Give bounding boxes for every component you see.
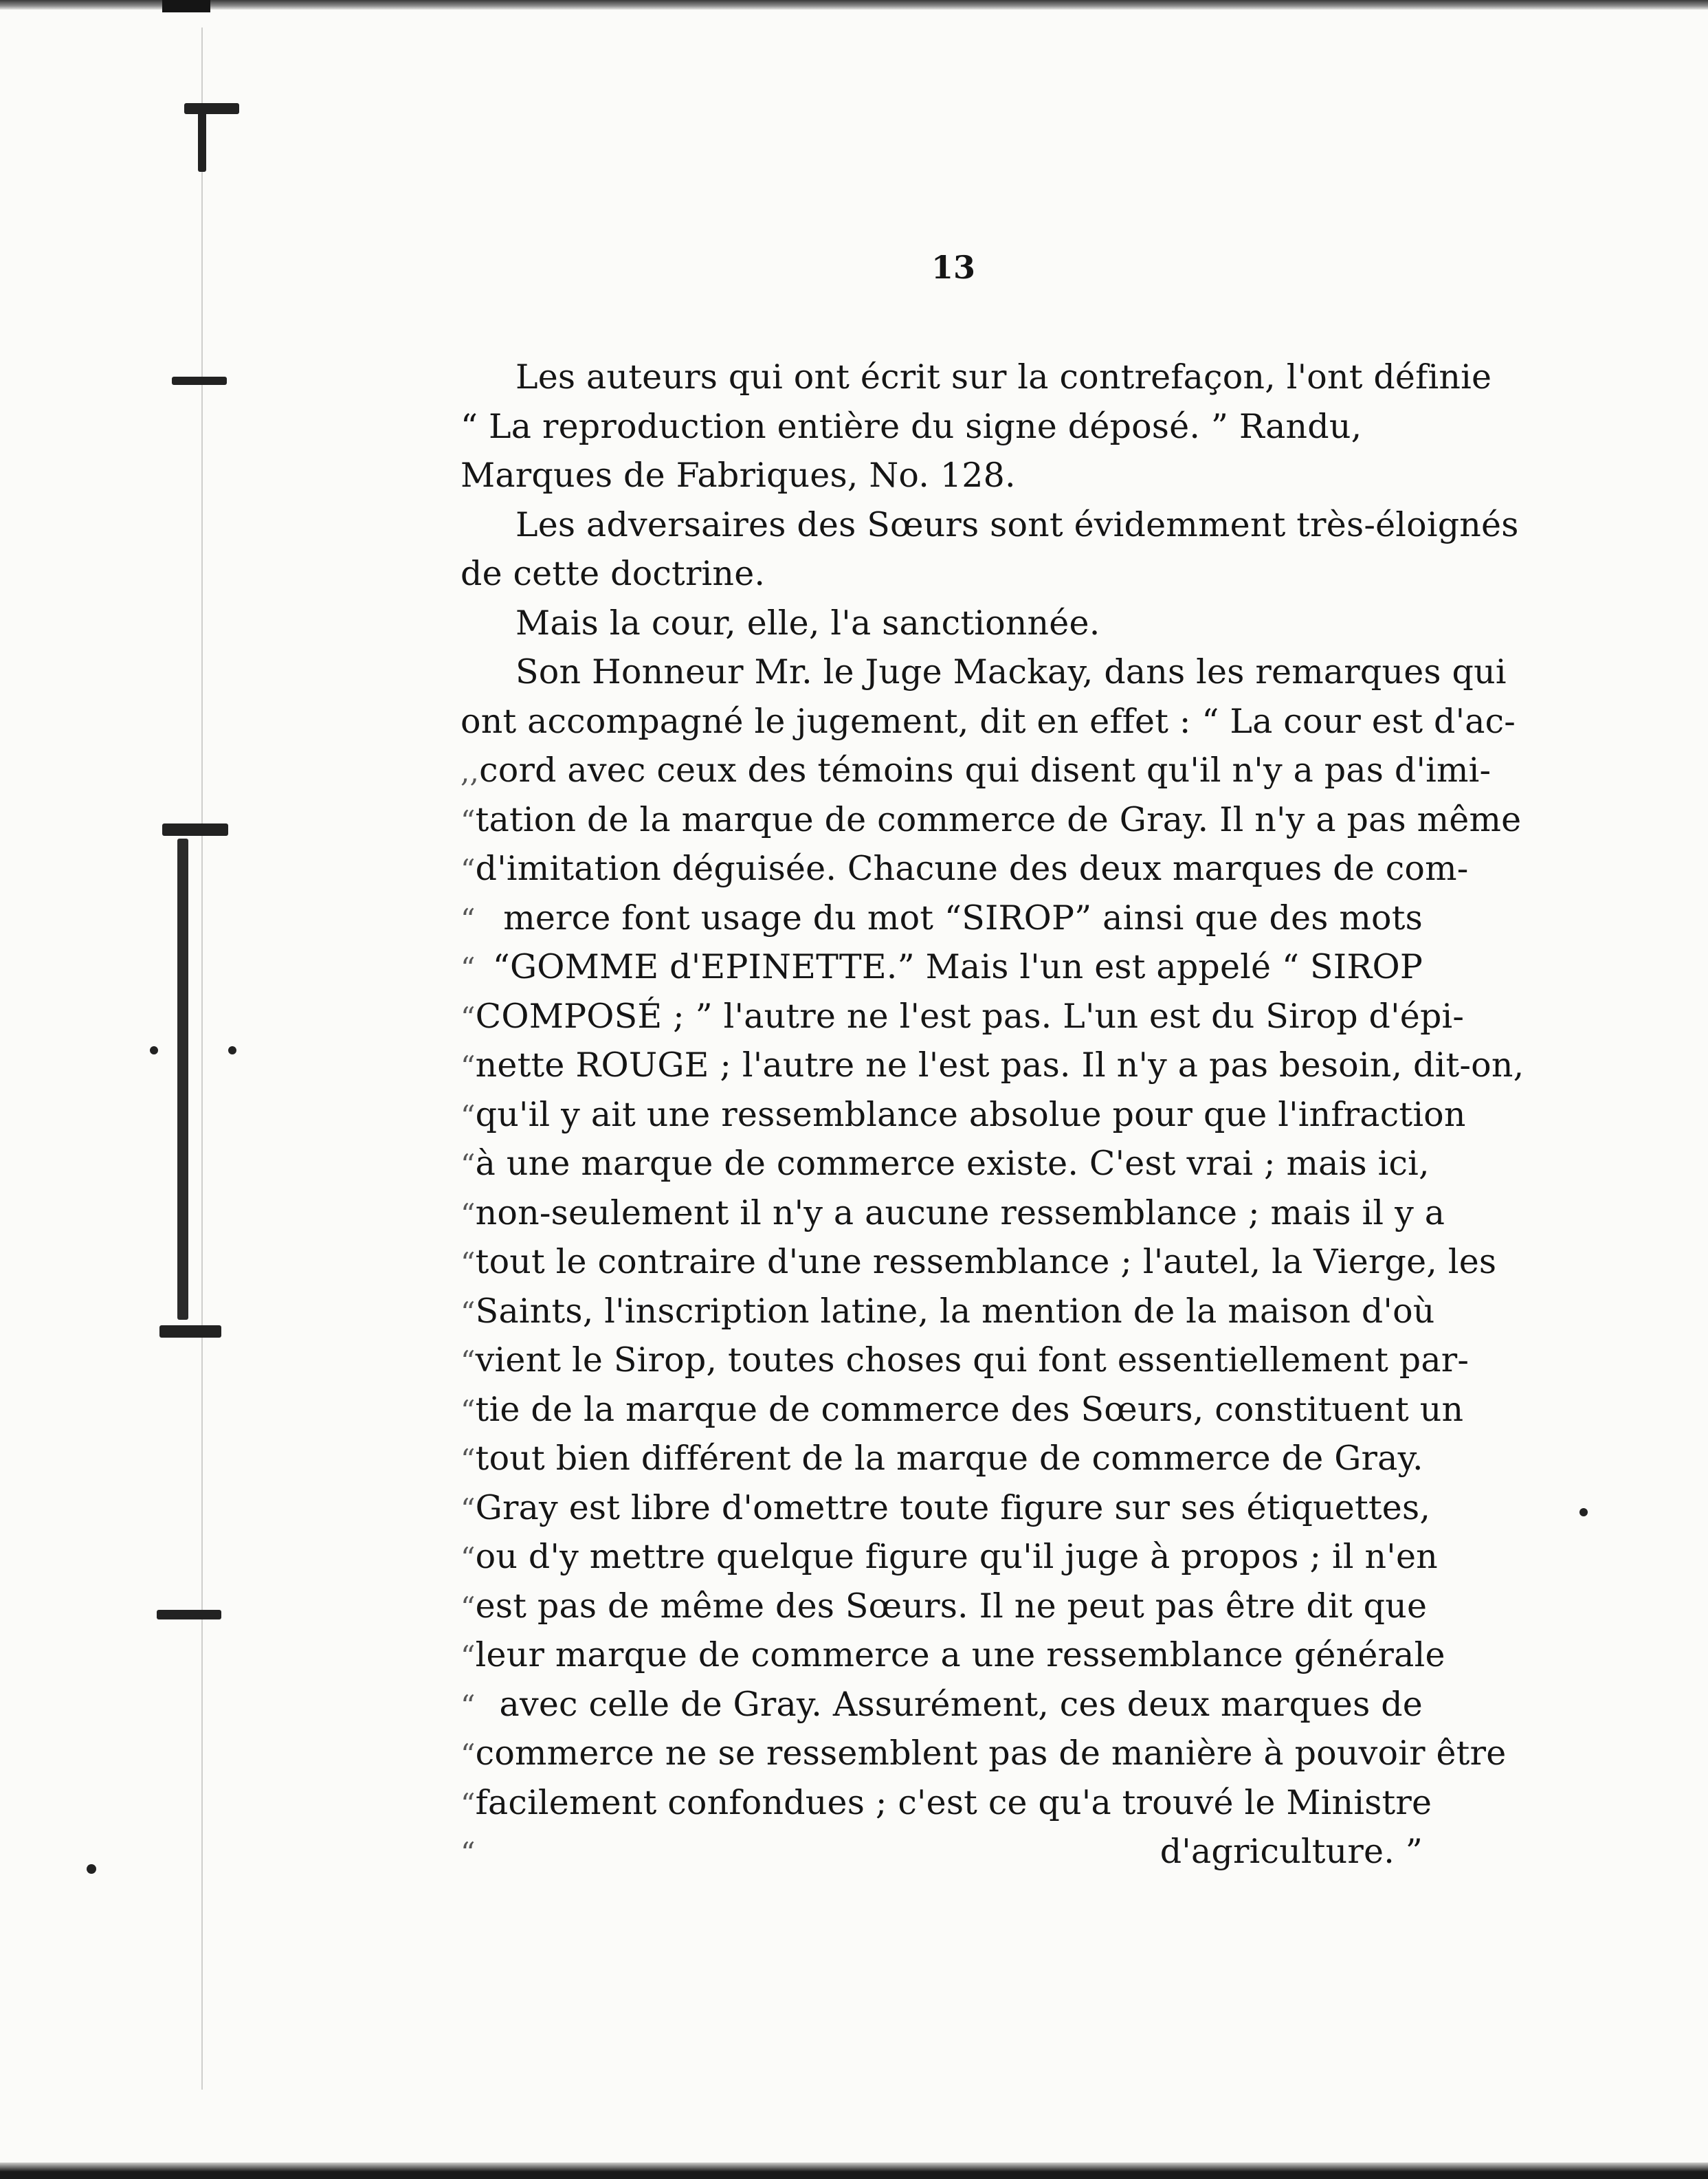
text-line (461, 456, 1423, 505)
text-line (461, 751, 1491, 800)
text-line-content: tout le contraire d'une ressemblance ; l'autel, la Vierge, les (475, 1242, 1497, 1281)
scan-bottom-edge (0, 2163, 1708, 2179)
text-line (461, 1291, 1435, 1341)
text-line-content: ou d'y mettre quelque figure qu'il juge à propos ; il n'en (475, 1537, 1438, 1576)
quote-mark: “ (461, 1197, 476, 1231)
quote-mark: “ (461, 951, 476, 985)
text-line-content: est pas de même des Sœurs. Il ne peut pas être dit que (475, 1586, 1428, 1626)
text-line (461, 1734, 1507, 1783)
binding-stitch-4 (159, 1325, 221, 1338)
text-line-content: Les auteurs qui ont écrit sur la contrefaçon, l'ont définie (515, 357, 1492, 397)
text-line (461, 1242, 1497, 1292)
text-line-content: avec celle de Gray. Assurément, ces deux marques de (499, 1684, 1423, 1724)
text-line-content: ont accompagné le jugement, dit en effet : “ La cour est d'ac- (461, 701, 1516, 741)
text-line-content: commerce ne se ressemblent pas de manière à pouvoir être (475, 1734, 1507, 1773)
text-line (461, 1094, 1466, 1144)
text-line-content: à une marque de commerce existe. C'est vrai ; mais ici, (475, 1144, 1430, 1183)
text-line (461, 1144, 1430, 1193)
text-line-content: non-seulement il n'y a aucune ressemblance ; mais il y a (475, 1193, 1445, 1232)
binding-stitch-3 (162, 823, 228, 836)
text-line-content: d'imitation déguisée. Chacune des deux marques de com- (475, 849, 1469, 888)
text-line-content: nette ROUGE ; l'autre ne l'est pas. Il n'y a pas besoin, dit-on, (475, 1046, 1524, 1085)
text-line (461, 1340, 1469, 1390)
text-line-content: tie de la marque de commerce des Sœurs, constituent un (475, 1389, 1464, 1429)
quote-mark: “ (461, 1443, 476, 1476)
quote-mark: “ (461, 1148, 476, 1182)
quote-mark: “ (461, 902, 476, 936)
text-line (461, 1046, 1524, 1095)
text-line (461, 996, 1465, 1046)
quote-mark: “ (461, 1345, 476, 1378)
quote-mark: “ (461, 1787, 476, 1821)
text-line-content: COMPOSÉ ; ” l'autre ne l'est pas. L'un est du Sirop d'épi- (475, 996, 1465, 1036)
text-line-content: leur marque de commerce a une ressemblance générale (475, 1635, 1445, 1674)
binding-speck-1 (150, 1046, 158, 1054)
text-line (461, 1439, 1423, 1488)
binding-stitch-4-post (177, 839, 188, 1320)
quote-mark: “ (461, 1050, 476, 1083)
text-line (461, 799, 1522, 850)
binding-stitch-1 (184, 103, 239, 114)
text-line (461, 1881, 1423, 1931)
quote-mark: “ (461, 853, 476, 887)
text-line-content: merce font usage du mot “SIROP” ainsi que des mots (503, 898, 1423, 938)
text-line (461, 554, 1423, 604)
quote-mark: “ (461, 804, 476, 838)
text-line-content: “GOMME d'EPINETTE.” Mais l'un est appelé “ SIROP (492, 947, 1423, 986)
text-line-content: tout bien différent de la marque de commerce de Gray. (475, 1439, 1423, 1478)
text-line-content: Son Honneur Mr. le Juge Mackay, dans les remarques qui (515, 652, 1507, 692)
text-line (461, 1193, 1445, 1243)
quote-mark: “ (461, 1590, 476, 1624)
text-line-content: d'agriculture. ” (1160, 1832, 1423, 1871)
text-line (461, 849, 1469, 898)
scan-top-edge (0, 0, 1708, 10)
quote-mark: “ (461, 1295, 476, 1329)
margin-speck (1579, 1508, 1588, 1516)
text-line (461, 898, 1423, 948)
text-line (461, 1537, 1438, 1586)
text-line-content: Mais la cour, elle, l'a sanctionnée. (515, 603, 1100, 643)
text-line-content: Saints, l'inscription latine, la mention de la maison d'où (475, 1291, 1435, 1331)
text-line-content: tation de la marque de commerce de Gray. Il n'y a pas même (475, 799, 1522, 839)
page-number: 13 (931, 249, 976, 286)
text-line-content: qu'il y ait une ressemblance absolue pour que l'infraction (475, 1094, 1466, 1134)
quote-mark: “ (461, 1246, 476, 1280)
quote-mark: ,, (461, 755, 480, 788)
binding-stitch-1-post (198, 103, 206, 172)
text-line-content: de cette doctrine. (461, 554, 766, 593)
binding-thread (201, 27, 203, 2090)
text-line-content: Gray est libre d'omettre toute figure sur ses étiquettes, (475, 1487, 1431, 1527)
body-text (461, 357, 1524, 1930)
quote-mark: “ (461, 1738, 476, 1771)
text-line (461, 1635, 1445, 1685)
scan-top-tab (162, 0, 210, 12)
text-line (461, 1389, 1464, 1439)
quote-mark: “ (461, 1393, 476, 1428)
quote-mark: “ (461, 1098, 476, 1133)
text-line-content: cord avec ceux des témoins qui disent qu'il n'y a pas d'imi- (479, 751, 1491, 790)
text-line-content: Marques de Fabriques, No. 128. (461, 456, 1016, 495)
quote-mark: “ (461, 1541, 476, 1575)
text-line (461, 1782, 1432, 1833)
text-line (461, 505, 1519, 555)
quote-mark: “ (461, 1639, 476, 1673)
text-line (461, 1832, 1423, 1881)
quote-mark: “ (461, 1492, 476, 1526)
binding-stitch-5 (157, 1610, 221, 1619)
text-line-content: “ La reproduction entière du signe déposé. ” Randu, (461, 406, 1362, 446)
text-line-content: Les adversaires des Sœurs sont évidemment très-éloignés (515, 505, 1519, 544)
text-line (461, 652, 1507, 702)
text-line-content: vient le Sirop, toutes choses qui font essentiellement par- (475, 1340, 1469, 1380)
text-line (461, 1586, 1428, 1636)
text-line (461, 1487, 1431, 1538)
text-line (461, 604, 1423, 653)
quote-mark: “ (461, 1688, 476, 1723)
quote-mark: “ (461, 1000, 476, 1035)
text-line (461, 357, 1492, 407)
binding-stitch-2 (172, 377, 227, 385)
quote-mark: “ (461, 1836, 476, 1870)
text-line (461, 947, 1423, 997)
binding-speck-2 (228, 1046, 236, 1054)
text-line (461, 701, 1516, 751)
text-line (461, 1685, 1423, 1734)
text-line-content: facilement confondues ; c'est ce qu'a trouvé le Ministre (475, 1782, 1432, 1822)
binding-speck-3 (87, 1864, 96, 1874)
text-line (461, 407, 1423, 456)
